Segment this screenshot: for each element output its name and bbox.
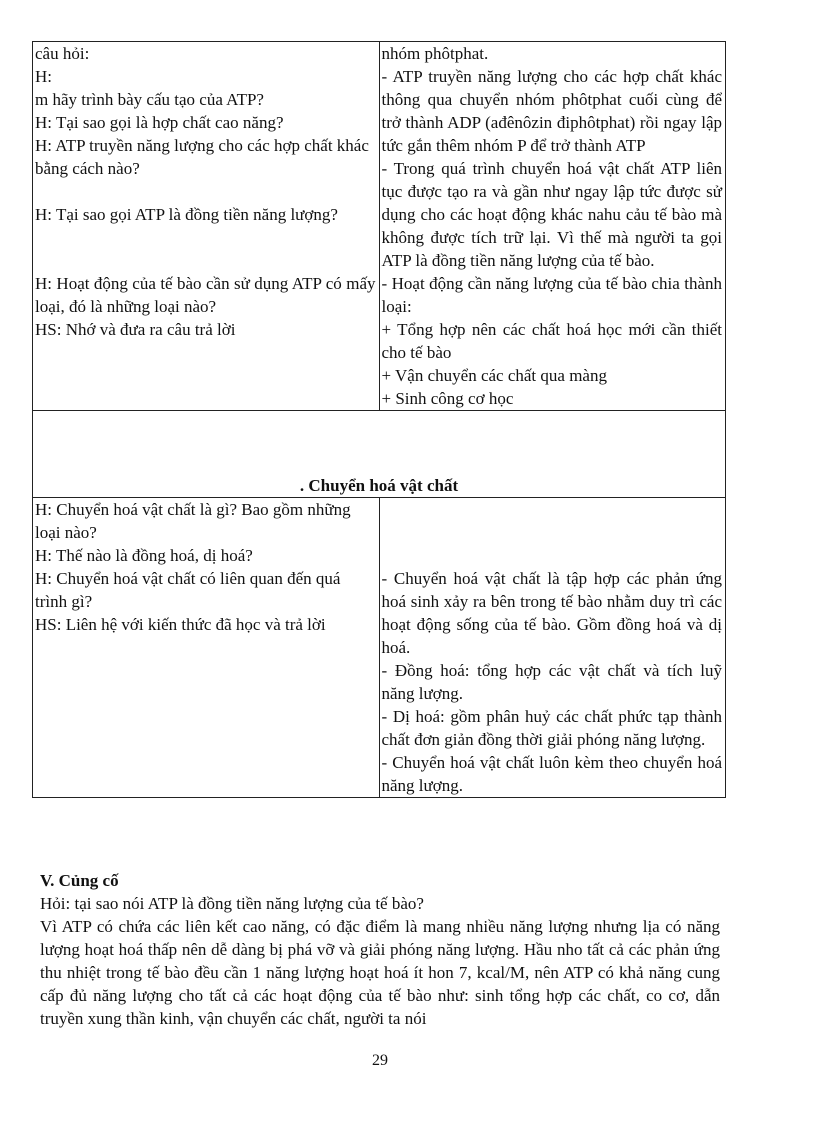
- content-text: - Hoạt động cần năng lượng của tế bào chia thành loại:: [381, 274, 722, 316]
- content-text: - Dị hoá: gồm phân huỷ các chất phức tạp thành chất đơn giản đồng thời giải phóng năng lượng.: [381, 707, 722, 749]
- teacher-questions-cell: [33, 498, 380, 798]
- lesson-table: [32, 41, 726, 798]
- content-text: - Chuyển hoá vật chất là tập hợp các phản ứng hoá sinh xảy ra bên trong tế bào nhằm duy trì các hoạt động sống của tế bào. Gồm đồng hoá và dị hoá.: [381, 569, 722, 657]
- section-row: [33, 411, 726, 498]
- consolidation-section: [40, 869, 720, 1030]
- teacher-questions-cell: [33, 42, 380, 411]
- section-cell: [33, 411, 726, 498]
- question-text: m hãy trình bày cấu tạo của ATP?: [35, 90, 264, 109]
- content-text: - Trong quá trình chuyển hoá vật chất ATP liên tục được tạo ra và gần như ngay lập tức được sử dụng cho các hoạt động khác nahu cảu tế bào mà không được tích trữ lại. Vì thế mà người ta gọi ATP là đồng tiền năng lượng của tế bào.: [381, 159, 722, 270]
- review-question: Hỏi: tại sao nói ATP là đồng tiền năng lượng của tế bào?: [40, 894, 424, 913]
- content-text: + Tổng hợp nên các chất hoá học mới cần thiết cho tế bào: [381, 320, 722, 362]
- section-title: . Chuyển hoá vật chất: [299, 476, 459, 495]
- content-text: - Chuyển hoá vật chất luôn kèm theo chuyển hoá năng lượng.: [381, 753, 722, 795]
- review-answer: Vì ATP có chứa các liên kết cao năng, có đặc điểm là mang nhiều năng lượng nhưng lịa có năng lượng hoạt hoá thấp nên dễ dàng bị phá vỡ và giải phóng năng lượng. Hầu nho tất cả các phản ứng thu nhiệt trong tế bào đều cần 1 năng lượng hoạt hoá ít hon 7, kcal/M, nên ATP có khả năng cung cấp đủ năng lượng cho tất cả các hoạt động của tế bào như: sinh tổng hợp các chất, co cơ, dẫn truyền xung thần kinh, vận chuyển các chất, người ta nói: [40, 917, 720, 1028]
- content-text: - Đồng hoá: tổng hợp các vật chất và tích luỹ năng lượng.: [381, 661, 722, 703]
- question-text: H: Thế nào là đồng hoá, dị hoá?: [35, 546, 253, 565]
- content-text: + Sinh công cơ học: [381, 389, 514, 408]
- table-row: [33, 498, 726, 798]
- student-activity-text: HS: Liên hệ với kiến thức đã học và trả lời: [35, 615, 326, 634]
- content-text: nhóm phôtphat.: [381, 44, 489, 63]
- question-text: H: ATP truyền năng lượng cho các hợp chất khác bằng cách nào?: [35, 136, 369, 178]
- page-number: 29: [372, 1052, 388, 1069]
- student-activity-text: HS: Nhớ và đưa ra câu trả lời: [35, 320, 236, 339]
- content-text: - ATP truyền năng lượng cho các hợp chất khác thông qua chuyển nhóm phôtphat cuối cùng để trở thành ADP (ađênôzin điphôtphat) rồi ngay lập tức gắn thêm nhóm P để trở thành ATP: [381, 67, 722, 155]
- content-cell: [379, 42, 726, 411]
- question-text: H: Chuyển hoá vật chất là gì? Bao gồm những loại nào?: [35, 500, 351, 542]
- question-text: H: Chuyển hoá vật chất có liên quan đến quá trình gì?: [35, 569, 341, 611]
- section-heading: V. Củng cố: [40, 871, 119, 890]
- table-row: [33, 42, 726, 411]
- content-text: + Vận chuyển các chất qua màng: [381, 366, 607, 385]
- question-text: H:: [35, 67, 52, 86]
- content-cell: [379, 498, 726, 798]
- question-text: H: Tại sao gọi ATP là đồng tiền năng lượng?: [35, 205, 338, 224]
- question-text: câu hỏi:: [35, 44, 90, 63]
- question-text: H: Tại sao gọi là hợp chất cao năng?: [35, 113, 284, 132]
- question-text: H: Hoạt động của tế bào cần sử dụng ATP có mấy loại, đó là những loại nào?: [35, 274, 376, 316]
